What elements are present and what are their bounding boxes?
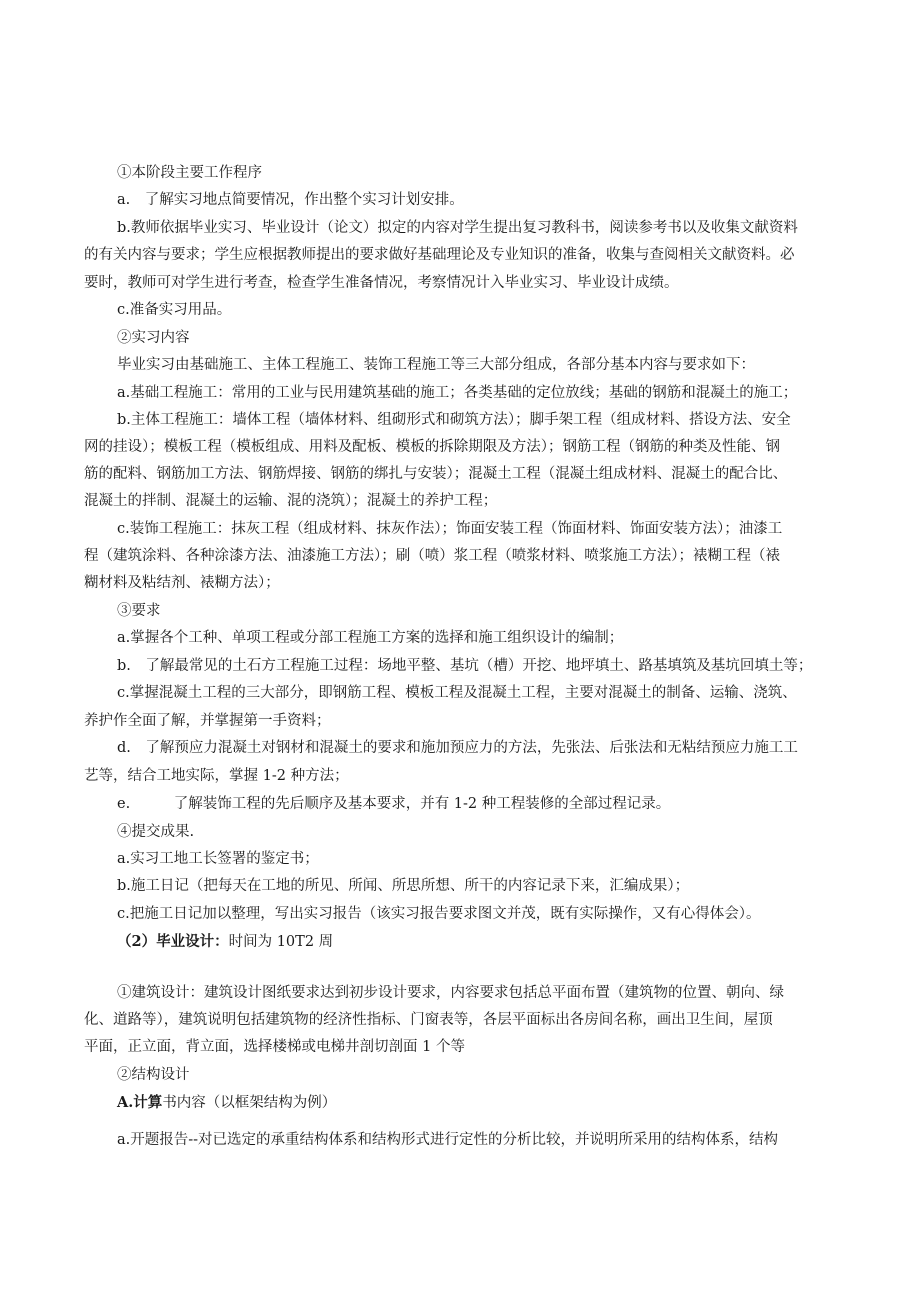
paragraph-line: 毕业实习由基础施工、主体工程施工、装饰工程施工等三大部分组成，各部分基本内容与要求如下： <box>117 357 755 373</box>
heading-structural-design: ②结构设计 <box>117 1067 190 1083</box>
paragraph-line: 要时，教师可对学生进行考查，检查学生准备情况，考察情况计入毕业实习、毕业设计成绩。 <box>84 275 679 291</box>
paragraph-line: e. 了解装饰工程的先后顺序及基本要求，并有 1-2 种工程装修的全部过程记录。 <box>117 796 671 812</box>
paragraph-line: 平面，正立面，背立面，选择楼梯或电梯井剖切剖面 1 个等 <box>84 1039 465 1055</box>
calculation-book-content: 书内容（以框架结构为例） <box>162 1095 337 1111</box>
paragraph-line: a. 了解实习地点简要情况，作出整个实习计划安排。 <box>117 192 464 208</box>
graduation-design-duration: 时间为 10T2 周 <box>228 934 334 950</box>
heading-graduation-design <box>117 932 333 952</box>
paragraph-line: 筋的配料、钢筋加工方法、钢筋焊接、钢筋的绑扎与安装）；混凝土工程（混凝土组成材料、混凝土的配合比、 <box>84 466 788 482</box>
heading-work-procedure: ①本阶段主要工作程序 <box>117 165 262 181</box>
paragraph-line: b.施工日记（把每天在工地的所见、所闻、所思所想、所干的内容记录下来，汇编成果）； <box>117 878 690 894</box>
paragraph-line: a.掌握各个工种、单项工程或分部工程施工方案的选择和施工组织设计的编制； <box>117 630 624 646</box>
heading-requirements: ③要求 <box>117 603 161 619</box>
paragraph-line: 的有关内容与要求；学生应根据教师提出的要求做好基础理论及专业知识的准备，收集与查阅相关文献资料。必 <box>84 247 795 263</box>
heading-internship-content: ②实习内容 <box>117 330 190 346</box>
paragraph-line: c.装饰工程施工：抹灰工程（组成材料、抹灰作法）；饰面安装工程（饰面材料、饰面安装方法）；油漆工 <box>117 521 783 537</box>
paragraph-line: c.把施工日记加以整理，写出实习报告（该实习报告要求图文并茂，既有实际操作，又有心得体会）。 <box>117 906 761 922</box>
paragraph-line: 养护作全面了解，并掌握第一手资料； <box>84 713 331 729</box>
graduation-design-label: （2）毕业设计： <box>117 933 229 950</box>
paragraph-line: 化、道路等），建筑说明包括建筑物的经济性指标、门窗表等，各层平面标出各房间名称，画出卫生间，屋顶 <box>84 1012 773 1028</box>
paragraph-line: c.准备实习用品。 <box>117 302 232 318</box>
paragraph-line: b. 了解最常见的土石方工程施工过程：场地平整、基坑（槽）开挖、地坪填土、路基填筑及基坑回填土等； <box>117 658 813 674</box>
calculation-label: A.计算 <box>117 1094 163 1111</box>
paragraph-line: a.实习工地工长签署的鉴定书； <box>117 851 319 867</box>
paragraph-line: 网的挂设）；模板工程（模板组成、用料及配板、模板的拆除期限及方法）；钢筋工程（钢筋的种类及性能、钢 <box>84 439 780 455</box>
paragraph-line: b.教师依据毕业实习、毕业设计（论文）拟定的内容对学生提出复习教科书，阅读参考书以及收集文献资料 <box>117 220 798 236</box>
paragraph-line: c.掌握混凝土工程的三大部分，即钢筋工程、模板工程及混凝土工程，主要对混凝土的制备、运输、浇筑、 <box>117 685 797 701</box>
paragraph-line: 艺等，结合工地实际，掌握 1-2 种方法； <box>84 768 349 784</box>
paragraph-line: 程（建筑涂料、各种涂漆方法、油漆施工方法）；刷（喷）浆工程（喷浆材料、喷浆施工方法）；裱糊工程（裱 <box>84 548 780 564</box>
heading-submit-results: ④提交成果. <box>117 824 195 840</box>
paragraph-line: a.基础工程施工：常用的工业与民用建筑基础的施工；各类基础的定位放线；基础的钢筋和混凝土的施工； <box>117 385 798 401</box>
paragraph-line: d. 了解预应力混凝土对钢材和混凝土的要求和施加预应力的方法，先张法、后张法和无粘结预应力施工工 <box>117 740 798 756</box>
paragraph-line: ①建筑设计：建筑设计图纸要求达到初步设计要求，内容要求包括总平面布置（建筑物的位置、朝向、绿 <box>117 985 784 1001</box>
paragraph-line: 糊材料及粘结剂、裱糊方法）； <box>84 575 280 591</box>
heading-calculation-book <box>117 1093 336 1113</box>
paragraph-line: 混凝土的拌制、混凝土的运输、混的浇筑）；混凝土的养护工程； <box>84 493 498 509</box>
paragraph-line: b.主体工程施工：墙体工程（墙体材料、组砌形式和砌筑方法）；脚手架工程（组成材料、搭设方法、安全 <box>117 412 791 428</box>
paragraph-line: a.开题报告--对已选定的承重结构体系和结构形式进行定性的分析比较，并说明所采用的结构体系，结构 <box>117 1132 779 1148</box>
